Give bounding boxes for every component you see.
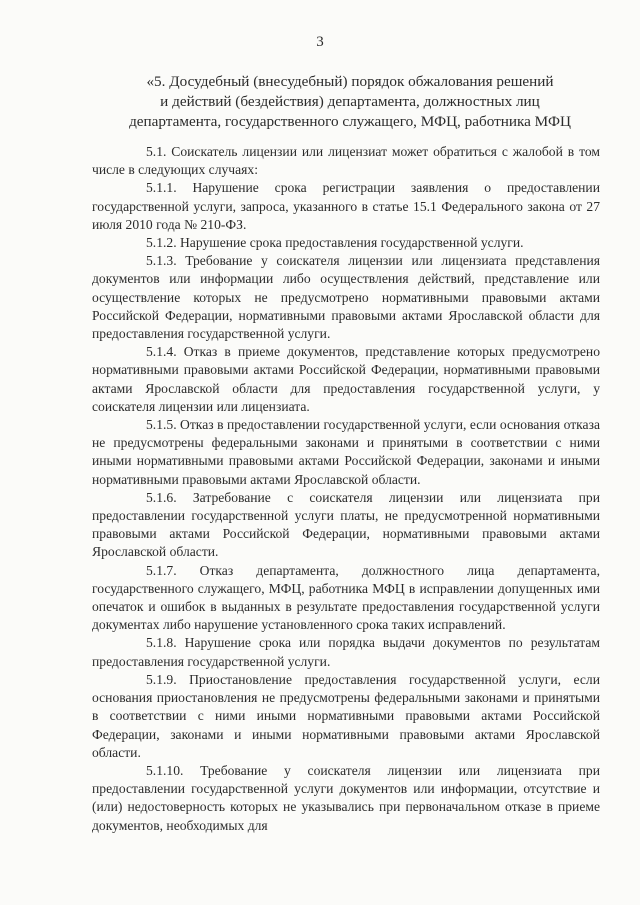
paragraph-5-1-3: 5.1.3. Требование у соискателя лицензии или лицензиата представления документов или информации либо осуществления действий, представление или осуществление которых не предусмотрено нормативными правовыми актами Российской Федерации, нормативными правовыми актами Ярославской области для предоставления государственной услуги. [92,253,600,342]
page-number: 3 [316,34,324,50]
paragraph-5-1-9: 5.1.9. Приостановление предоставления государственной услуги, если основания приостановления не предусмотрены федеральными законами и принятыми в соответствии с ними иными нормативными правовыми актами Российской Федерации, законами и иными нормативными правовыми актами Ярославской области. [92,671,600,760]
paragraph-5-1-8: 5.1.8. Нарушение срока или порядка выдачи документов по результатам предоставления государственной услуги. [92,635,600,669]
heading-line-1: «5. Досудебный (внесудебный) порядок обжалования решений [146,73,554,90]
document-body [92,143,600,835]
paragraph-5-1-7: 5.1.7. Отказ департамента, должностного лица департамента, государственного служащего, МФЦ, работника МФЦ в исправлении допущенных ими опечаток и ошибок в выданных в результате предоставления государственной услуги документах либо нарушение установленного срока таких исправлений. [92,562,600,633]
paragraph-5-1-4: 5.1.4. Отказ в приеме документов, представление которых предусмотрено нормативными правовыми актами Российской Федерации, нормативными правовыми актами Ярославской области для предоставления государственной услуги, у соискателя лицензии или лицензиата. [92,344,600,414]
heading-line-2: и действий (бездействия) департамента, должностных лиц [160,93,540,110]
heading-line-3: департамента, государственного служащего, МФЦ, работника МФЦ [129,113,571,130]
paragraph-5-1-10: 5.1.10. Требование у соискателя лицензии или лицензиата при предоставлении государственной услуги документов или информации, отсутствие и (или) недостоверность которых не указывались при первоначальном отказе в приеме документов, необходимых для [92,762,600,833]
paragraph-5-1-5: 5.1.5. Отказ в предоставлении государственной услуги, если основания отказа не предусмотрены федеральными законами и принятыми в соответствии с ними иными нормативными правовыми актами Российской Федерации, законами и иными нормативными правовыми актами Ярославской области. [92,417,600,487]
section-heading [100,72,600,132]
paragraph-5-1: 5.1. Соискатель лицензии или лицензиат может обратиться с жалобой в том числе в следующих случаях: [92,144,600,178]
paragraph-5-1-6: 5.1.6. Затребование с соискателя лицензии или лицензиата при предоставлении государственной услуги платы, не предусмотренной нормативными правовыми актами Российской Федерации, нормативными правовыми актами Ярославской области. [92,489,600,560]
paragraph-5-1-2: 5.1.2. Нарушение срока предоставления государственной услуги. [146,235,524,251]
paragraph-5-1-1: 5.1.1. Нарушение срока регистрации заявления о предоставлении государственной услуги, запроса, указанного в статье 15.1 Федерального закона от 27 июля 2010 года № 210-ФЗ. [92,180,600,232]
